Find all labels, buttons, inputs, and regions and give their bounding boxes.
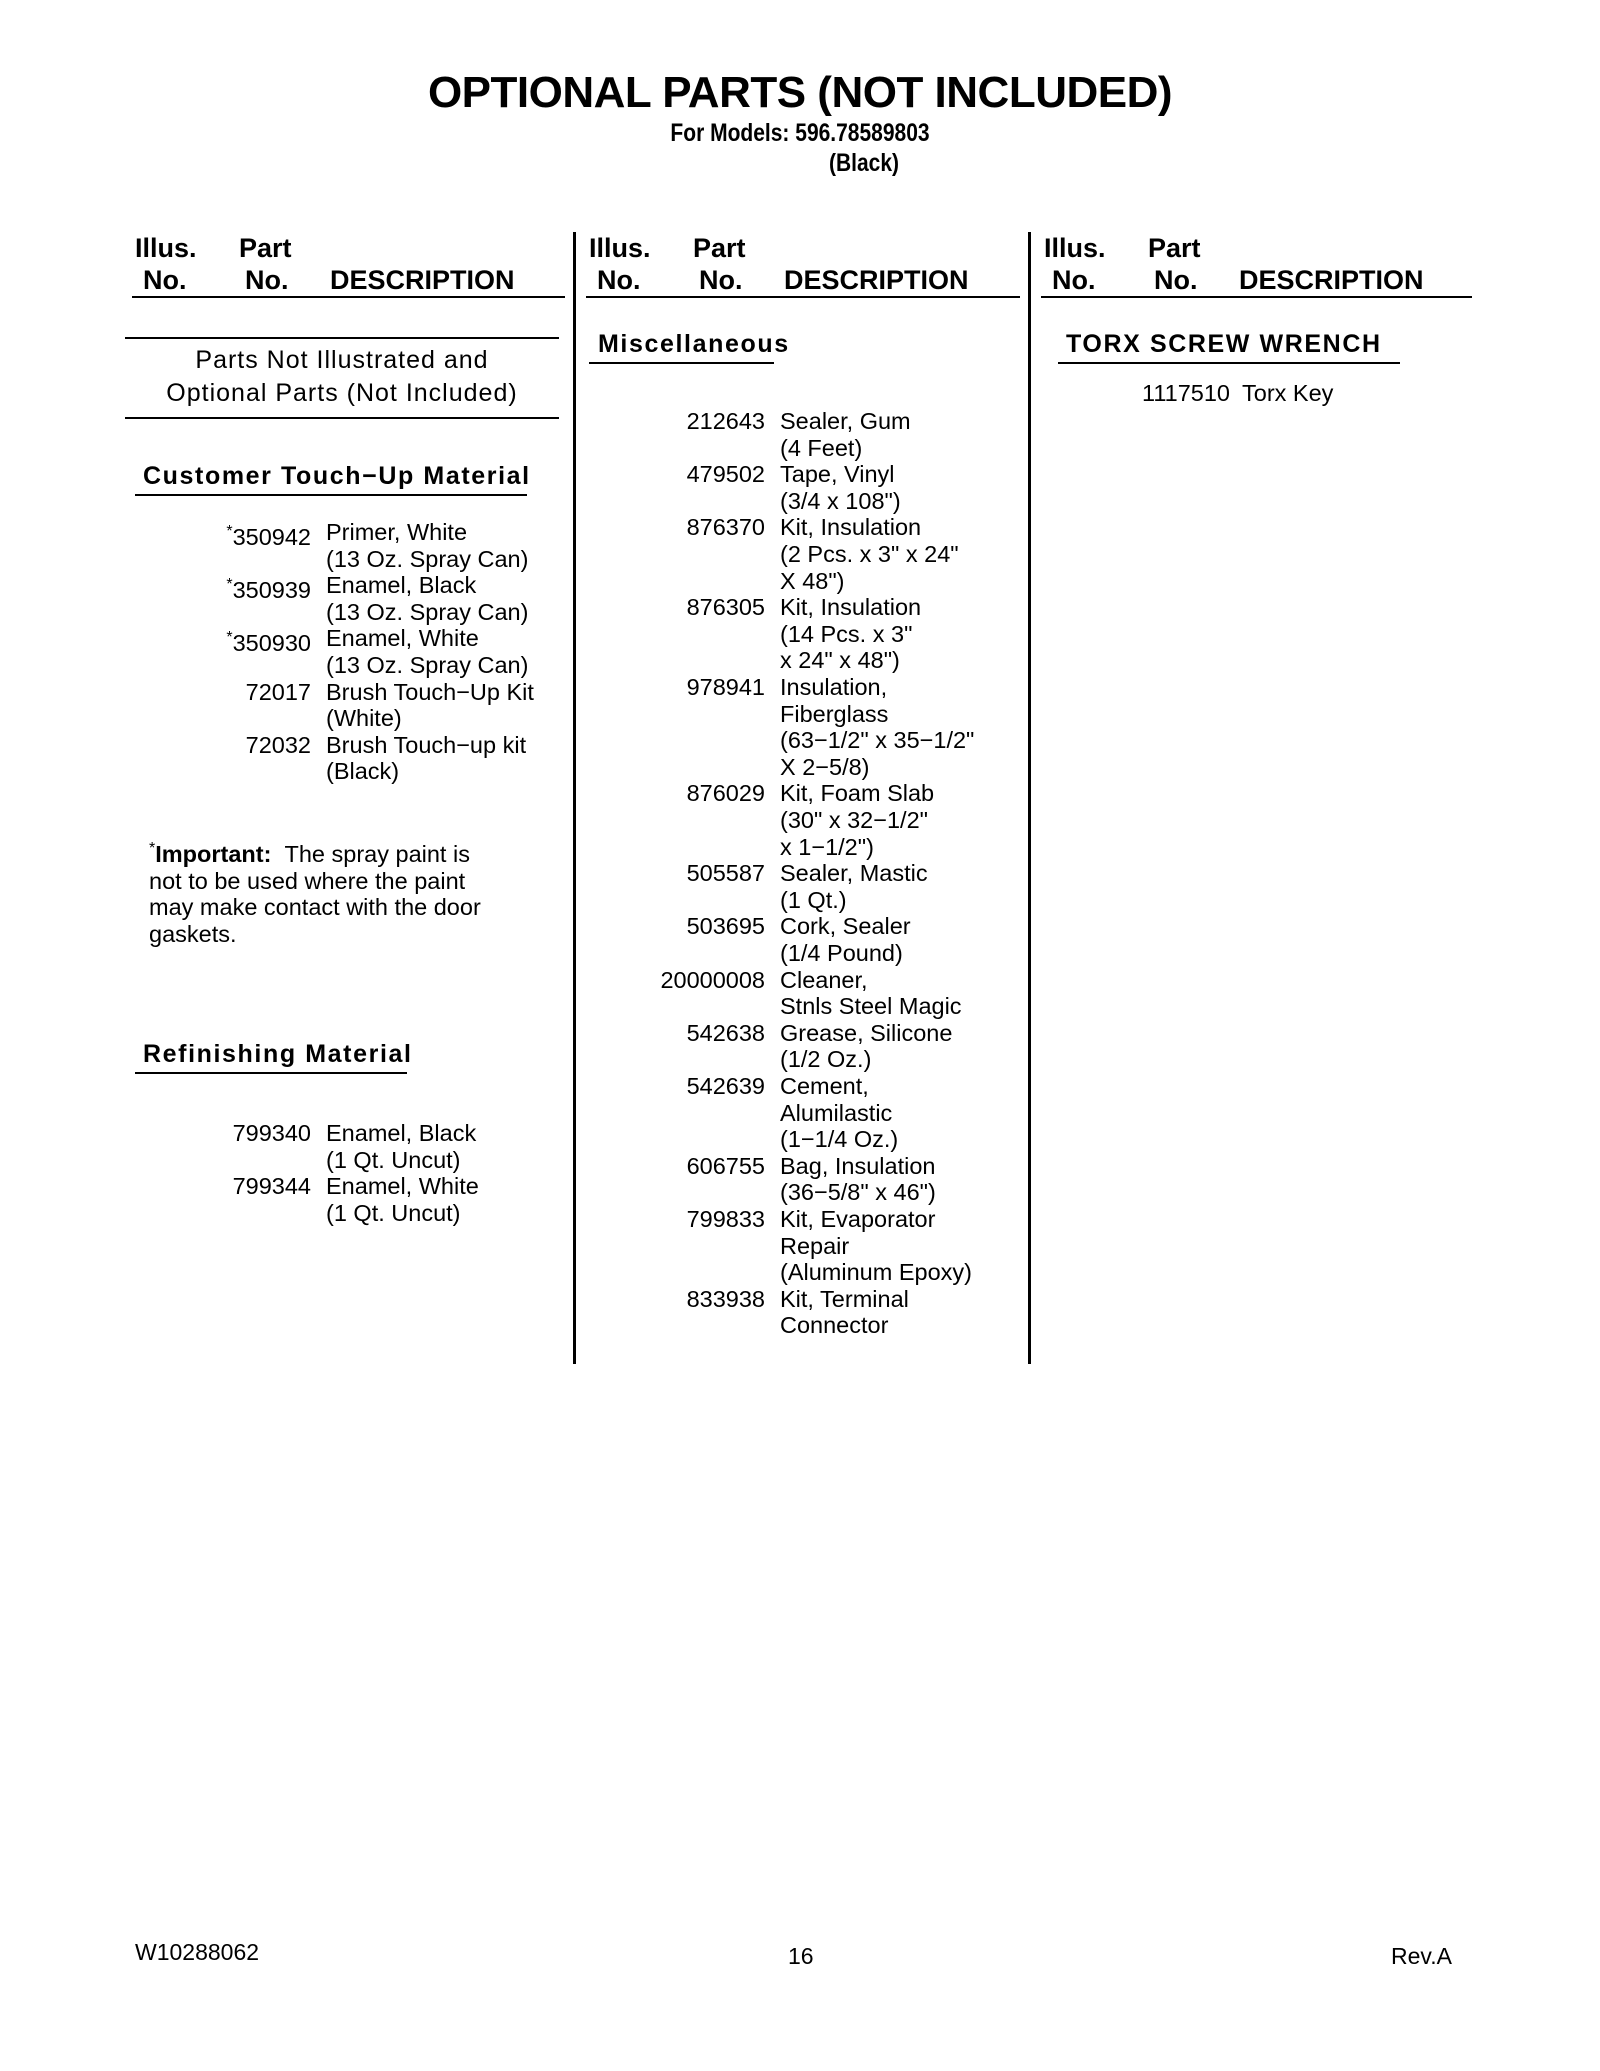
note-line-1: The spray paint is xyxy=(284,841,470,867)
part-number xyxy=(687,1020,765,1047)
part-description-line: (1 Qt. Uncut) xyxy=(326,1146,461,1173)
important-note xyxy=(149,836,509,947)
part-description-line: (White) xyxy=(326,705,402,732)
part-description-line: (14 Pcs. x 3" xyxy=(780,620,913,647)
note-asterisk: * xyxy=(149,840,156,857)
part-number-text: 876370 xyxy=(686,514,765,541)
part-number-text: 350939 xyxy=(232,577,311,604)
part-description-line: (1/2 Oz.) xyxy=(780,1046,872,1073)
box-text-line2: Optional Parts (Not Included) xyxy=(166,379,518,407)
part-description-line: x 1−1/2") xyxy=(780,833,874,860)
part-description-line: Kit, Insulation xyxy=(780,594,922,621)
part-number xyxy=(226,572,311,604)
header-part-no: No. xyxy=(245,265,289,295)
part-number xyxy=(687,461,765,488)
part-description-line: Brush Touch−up kit xyxy=(326,731,527,758)
part-description-line: (Aluminum Epoxy) xyxy=(780,1259,972,1286)
note-label: Important: xyxy=(155,841,272,867)
section-title-torx: TORX SCREW WRENCH xyxy=(1066,330,1382,358)
part-description-line: Kit, Evaporator xyxy=(780,1206,936,1232)
part-number xyxy=(233,1173,311,1200)
column-divider-1 xyxy=(573,232,576,1364)
header-description: DESCRIPTION xyxy=(1239,265,1424,295)
part-description-line: Kit, Foam Slab xyxy=(780,780,935,807)
part-description-line: Kit, Insulation xyxy=(780,514,922,541)
part-number-text: 350942 xyxy=(232,524,311,550)
part-number xyxy=(687,674,765,701)
part-number-text: 479502 xyxy=(686,461,765,488)
header-part: Part xyxy=(1148,233,1201,263)
section-rule-touchup xyxy=(135,494,527,496)
part-description-line: (2 Pcs. x 3" x 24" xyxy=(780,540,959,567)
part-description-line: Primer, White xyxy=(326,519,468,545)
part-number-text: 505587 xyxy=(686,860,765,887)
section-title-refinishing: Refinishing Material xyxy=(143,1040,413,1068)
part-number-text: 72032 xyxy=(245,731,311,758)
header-description: DESCRIPTION xyxy=(784,265,969,295)
header-description: DESCRIPTION xyxy=(330,265,515,295)
part-number-text: 833938 xyxy=(686,1285,765,1312)
column-divider-2 xyxy=(1028,232,1031,1364)
part-number xyxy=(687,1153,765,1180)
part-description-line: Enamel, White xyxy=(326,1173,479,1200)
part-description-line: (13 Oz. Spray Can) xyxy=(326,598,529,625)
header-illus-no: No. xyxy=(597,265,641,295)
header-illus-no: No. xyxy=(1052,265,1096,295)
part-number-text: 350930 xyxy=(232,630,311,657)
note-line-2: not to be used where the paint xyxy=(149,867,466,894)
header-illus: Illus. xyxy=(1044,233,1106,263)
part-description-line: (1−1/4 Oz.) xyxy=(780,1126,899,1153)
page-title: OPTIONAL PARTS (NOT INCLUDED) xyxy=(427,68,1173,117)
header-part: Part xyxy=(239,233,292,263)
part-number-text: 799340 xyxy=(232,1120,311,1146)
part-number xyxy=(660,967,765,994)
header-rule xyxy=(1041,296,1472,298)
part-number-text: 72017 xyxy=(245,678,311,705)
part-number xyxy=(687,1073,765,1100)
part-description-line: X 2−5/8) xyxy=(780,753,870,780)
header-illus: Illus. xyxy=(135,233,197,263)
part-description-line: (1/4 Pound) xyxy=(780,939,903,966)
part-number-text: 606755 xyxy=(686,1152,765,1179)
part-description-line: Fiberglass xyxy=(780,700,889,727)
part-description-line: (13 Oz. Spray Can) xyxy=(326,651,529,678)
header-illus-no: No. xyxy=(143,265,187,295)
header-part-no: No. xyxy=(1154,265,1198,295)
part-description-line: (30" x 32−1/2" xyxy=(780,806,928,833)
part-description-line: (1 Qt. Uncut) xyxy=(326,1199,461,1226)
note-line-3: may make contact with the door xyxy=(149,894,481,921)
part-description-line: Enamel, Black xyxy=(326,572,477,599)
part-number xyxy=(226,625,311,657)
part-description-line: Tape, Vinyl xyxy=(780,461,895,488)
header-rule xyxy=(586,296,1020,298)
model-color: (Black) xyxy=(828,149,900,177)
part-number xyxy=(687,860,765,887)
box-rule-bottom xyxy=(125,417,559,419)
part-number xyxy=(687,1286,765,1313)
part-description-line: Repair xyxy=(780,1232,850,1259)
part-number xyxy=(226,519,311,551)
part-description-line: Brush Touch−Up Kit xyxy=(326,678,534,705)
asterisk-mark: * xyxy=(226,576,233,594)
part-description-line: Kit, Terminal xyxy=(780,1285,909,1312)
part-number-text: 799344 xyxy=(232,1173,311,1200)
section-rule-refinishing xyxy=(135,1072,407,1074)
part-number-text: 542638 xyxy=(686,1019,765,1046)
part-number xyxy=(687,913,765,940)
part-description-line: (36−5/8" x 46") xyxy=(780,1179,936,1206)
part-description-line: Cork, Sealer xyxy=(780,913,911,940)
part-description-line: Insulation, xyxy=(780,674,888,700)
part-description-line: (4 Feet) xyxy=(780,434,863,461)
section-rule-torx xyxy=(1058,362,1400,364)
part-number-text: 1117510 xyxy=(1142,380,1230,406)
part-number-text: 503695 xyxy=(686,913,765,940)
part-description-line: Cleaner, xyxy=(780,966,868,993)
part-number xyxy=(687,514,765,541)
part-description-line: (Black) xyxy=(326,758,400,785)
part-description-line: Alumilastic xyxy=(780,1099,893,1126)
part-description-line: (3/4 x 108") xyxy=(780,487,901,514)
part-number xyxy=(687,594,765,621)
section-title-touchup: Customer Touch−Up Material xyxy=(143,462,531,490)
part-number xyxy=(687,408,765,435)
part-description-line: (63−1/2" x 35−1/2" xyxy=(780,727,975,754)
part-number xyxy=(246,679,311,706)
box-rule-top xyxy=(125,337,559,339)
part-number xyxy=(1142,380,1230,407)
box-text-line1: Parts Not Illustrated and xyxy=(195,346,489,374)
header-part-no: No. xyxy=(699,265,743,295)
part-number xyxy=(687,780,765,807)
asterisk-mark: * xyxy=(226,523,233,540)
part-number-text: 20000008 xyxy=(660,966,765,993)
part-description-line: Stnls Steel Magic xyxy=(780,993,962,1020)
part-description-line: Sealer, Mastic xyxy=(780,860,928,887)
note-line-4: gaskets. xyxy=(149,920,237,947)
header-rule xyxy=(132,296,565,298)
part-number xyxy=(233,1120,311,1147)
part-description-line: Enamel, Black xyxy=(326,1120,477,1146)
part-description-line: Sealer, Gum xyxy=(780,408,911,434)
section-title-miscellaneous: Miscellaneous xyxy=(598,330,790,358)
model-subtitle: For Models: 596.78589803 xyxy=(670,119,930,147)
part-number-text: 876029 xyxy=(686,780,765,807)
part-description-line: Bag, Insulation xyxy=(780,1152,936,1179)
part-description-line: x 24" x 48") xyxy=(780,647,900,674)
part-description-line: (13 Oz. Spray Can) xyxy=(326,545,529,572)
part-description-line: (1 Qt.) xyxy=(780,886,847,913)
part-description-line: X 48") xyxy=(780,567,845,594)
part-number-text: 542639 xyxy=(686,1073,765,1099)
section-rule-miscellaneous xyxy=(589,362,774,364)
part-number-text: 876305 xyxy=(686,594,765,621)
asterisk-mark: * xyxy=(226,629,233,647)
part-description-line: Grease, Silicone xyxy=(780,1019,953,1046)
part-description-line: Torx Key xyxy=(1242,380,1334,406)
part-number-text: 978941 xyxy=(686,674,765,700)
page-number: 16 xyxy=(788,1943,814,1969)
header-illus: Illus. xyxy=(589,233,651,263)
part-number-text: 799833 xyxy=(686,1206,765,1232)
part-description-line: Connector xyxy=(780,1312,889,1339)
part-description-line: Cement, xyxy=(780,1073,869,1099)
part-number xyxy=(246,732,311,759)
part-description-line: Enamel, White xyxy=(326,625,479,652)
part-number-text: 212643 xyxy=(686,408,765,434)
header-part: Part xyxy=(693,233,746,263)
part-number xyxy=(687,1206,765,1233)
revision: Rev.A xyxy=(1391,1943,1452,1969)
doc-number: W10288062 xyxy=(135,1939,260,1965)
